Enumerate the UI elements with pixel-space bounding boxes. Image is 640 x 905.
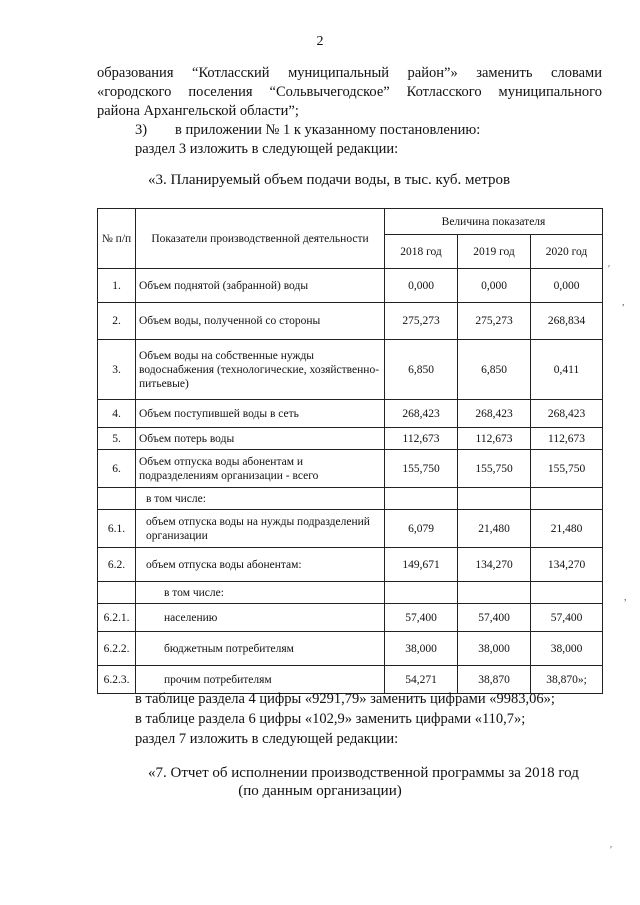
table-row: [98, 340, 603, 400]
row-num: 5.: [98, 428, 136, 450]
header-num: № п/п: [98, 209, 136, 269]
row-value: 38,000: [458, 632, 531, 666]
section7-subtitle: (по данным организации): [238, 783, 402, 799]
row-value: 112,673: [385, 428, 458, 450]
item3-number: 3): [135, 122, 148, 138]
row-value: 0,411: [531, 340, 603, 400]
table-row: [98, 510, 603, 548]
table-row: [98, 303, 603, 340]
row-value: 268,423: [531, 400, 603, 428]
row-label: Объем поступившей воды в сеть: [136, 400, 385, 428]
row-value: 57,400: [458, 604, 531, 632]
table-row: [98, 632, 603, 666]
row-value: 155,750: [458, 450, 531, 488]
row-value: [458, 488, 531, 510]
row-value: 155,750: [385, 450, 458, 488]
row-value: 0,000: [458, 269, 531, 303]
header-value-group: Величина показателя: [385, 209, 603, 235]
row-label: в том числе:: [136, 582, 385, 604]
row-label: населению: [136, 604, 385, 632]
section3-instruction: раздел 3 изложить в следующей редакции:: [135, 141, 399, 157]
header-year: 2019 год: [458, 235, 531, 269]
intro-line-1: образования “Котласский муниципальный район”» заменить словами: [97, 65, 602, 81]
row-value: [531, 488, 603, 510]
item3-text: в приложении № 1 к указанному постановлению:: [175, 122, 481, 138]
row-label: объем отпуска воды на нужды подразделений организации: [136, 510, 385, 548]
scan-mark: ʹ: [610, 845, 613, 856]
table-row: [98, 400, 603, 428]
row-num: 6.1.: [98, 510, 136, 548]
row-value: 54,271: [385, 666, 458, 694]
row-value: 134,270: [531, 548, 603, 582]
row-value: 6,850: [385, 340, 458, 400]
row-value: 57,400: [385, 604, 458, 632]
row-value: 268,423: [385, 400, 458, 428]
section3-title: «3. Планируемый объем подачи воды, в тыс. куб. метров: [148, 172, 511, 188]
row-value: 268,423: [458, 400, 531, 428]
row-num: 3.: [98, 340, 136, 400]
table-row: [98, 269, 603, 303]
row-num: 6.: [98, 450, 136, 488]
row-value: 38,870»;: [531, 666, 603, 694]
row-value: [385, 488, 458, 510]
scan-mark: ʹ: [608, 264, 611, 275]
row-num: 4.: [98, 400, 136, 428]
row-num: 6.2.: [98, 548, 136, 582]
scan-mark: ,: [622, 297, 625, 308]
table-row: [98, 604, 603, 632]
row-num: 1.: [98, 269, 136, 303]
row-value: 57,400: [531, 604, 603, 632]
row-value: 268,834: [531, 303, 603, 340]
header-year: 2020 год: [531, 235, 603, 269]
row-value: 149,671: [385, 548, 458, 582]
row-value: 38,000: [531, 632, 603, 666]
row-value: 6,850: [458, 340, 531, 400]
row-label: Объем воды, полученной со стороны: [136, 303, 385, 340]
water-supply-table: [97, 208, 603, 694]
after-line-3: раздел 7 изложить в следующей редакции:: [135, 731, 399, 747]
table-row: [98, 450, 603, 488]
row-label: объем отпуска воды абонентам:: [136, 548, 385, 582]
row-num: 6.2.1.: [98, 604, 136, 632]
row-num: 2.: [98, 303, 136, 340]
table-row: [98, 428, 603, 450]
row-value: 275,273: [385, 303, 458, 340]
row-value: 134,270: [458, 548, 531, 582]
row-value: 6,079: [385, 510, 458, 548]
row-value: 38,870: [458, 666, 531, 694]
row-value: [458, 582, 531, 604]
table-row: [98, 582, 603, 604]
after-line-2: в таблице раздела 6 цифры «102,9» заменить цифрами «110,7»;: [135, 711, 526, 727]
header-indicator: Показатели производственной деятельности: [136, 209, 385, 269]
row-value: 38,000: [385, 632, 458, 666]
row-label: Объем отпуска воды абонентам и подразделениям организации - всего: [136, 450, 385, 488]
row-label: прочим потребителям: [136, 666, 385, 694]
row-value: 112,673: [458, 428, 531, 450]
row-num: [98, 488, 136, 510]
scan-mark: ,: [624, 592, 627, 603]
row-label: Объем потерь воды: [136, 428, 385, 450]
page-number: 2: [316, 34, 324, 49]
row-value: 155,750: [531, 450, 603, 488]
header-year: 2018 год: [385, 235, 458, 269]
row-value: [531, 582, 603, 604]
row-num: 6.2.2.: [98, 632, 136, 666]
row-label: бюджетным потребителям: [136, 632, 385, 666]
after-line-1: в таблице раздела 4 цифры «9291,79» заменить цифрами «9983,06»;: [135, 691, 555, 707]
row-value: 21,480: [458, 510, 531, 548]
intro-line-3: района Архангельской области”;: [97, 103, 299, 119]
row-value: 0,000: [385, 269, 458, 303]
row-value: [385, 582, 458, 604]
row-value: 275,273: [458, 303, 531, 340]
table-row: [98, 488, 603, 510]
row-value: 0,000: [531, 269, 603, 303]
intro-line-2: «городского поселения “Сольвычегодское” Котласского муниципального: [97, 84, 602, 100]
row-num: 6.2.3.: [98, 666, 136, 694]
row-value: 21,480: [531, 510, 603, 548]
row-label: Объем воды на собственные нужды водоснабжения (технологические, хозяйственно-питьевые): [136, 340, 385, 400]
section7-title: «7. Отчет об исполнении производственной программы за 2018 год: [148, 765, 579, 781]
row-value: 112,673: [531, 428, 603, 450]
table-row: [98, 548, 603, 582]
row-num: [98, 582, 136, 604]
row-label: Объем поднятой (забранной) воды: [136, 269, 385, 303]
row-label: в том числе:: [136, 488, 385, 510]
